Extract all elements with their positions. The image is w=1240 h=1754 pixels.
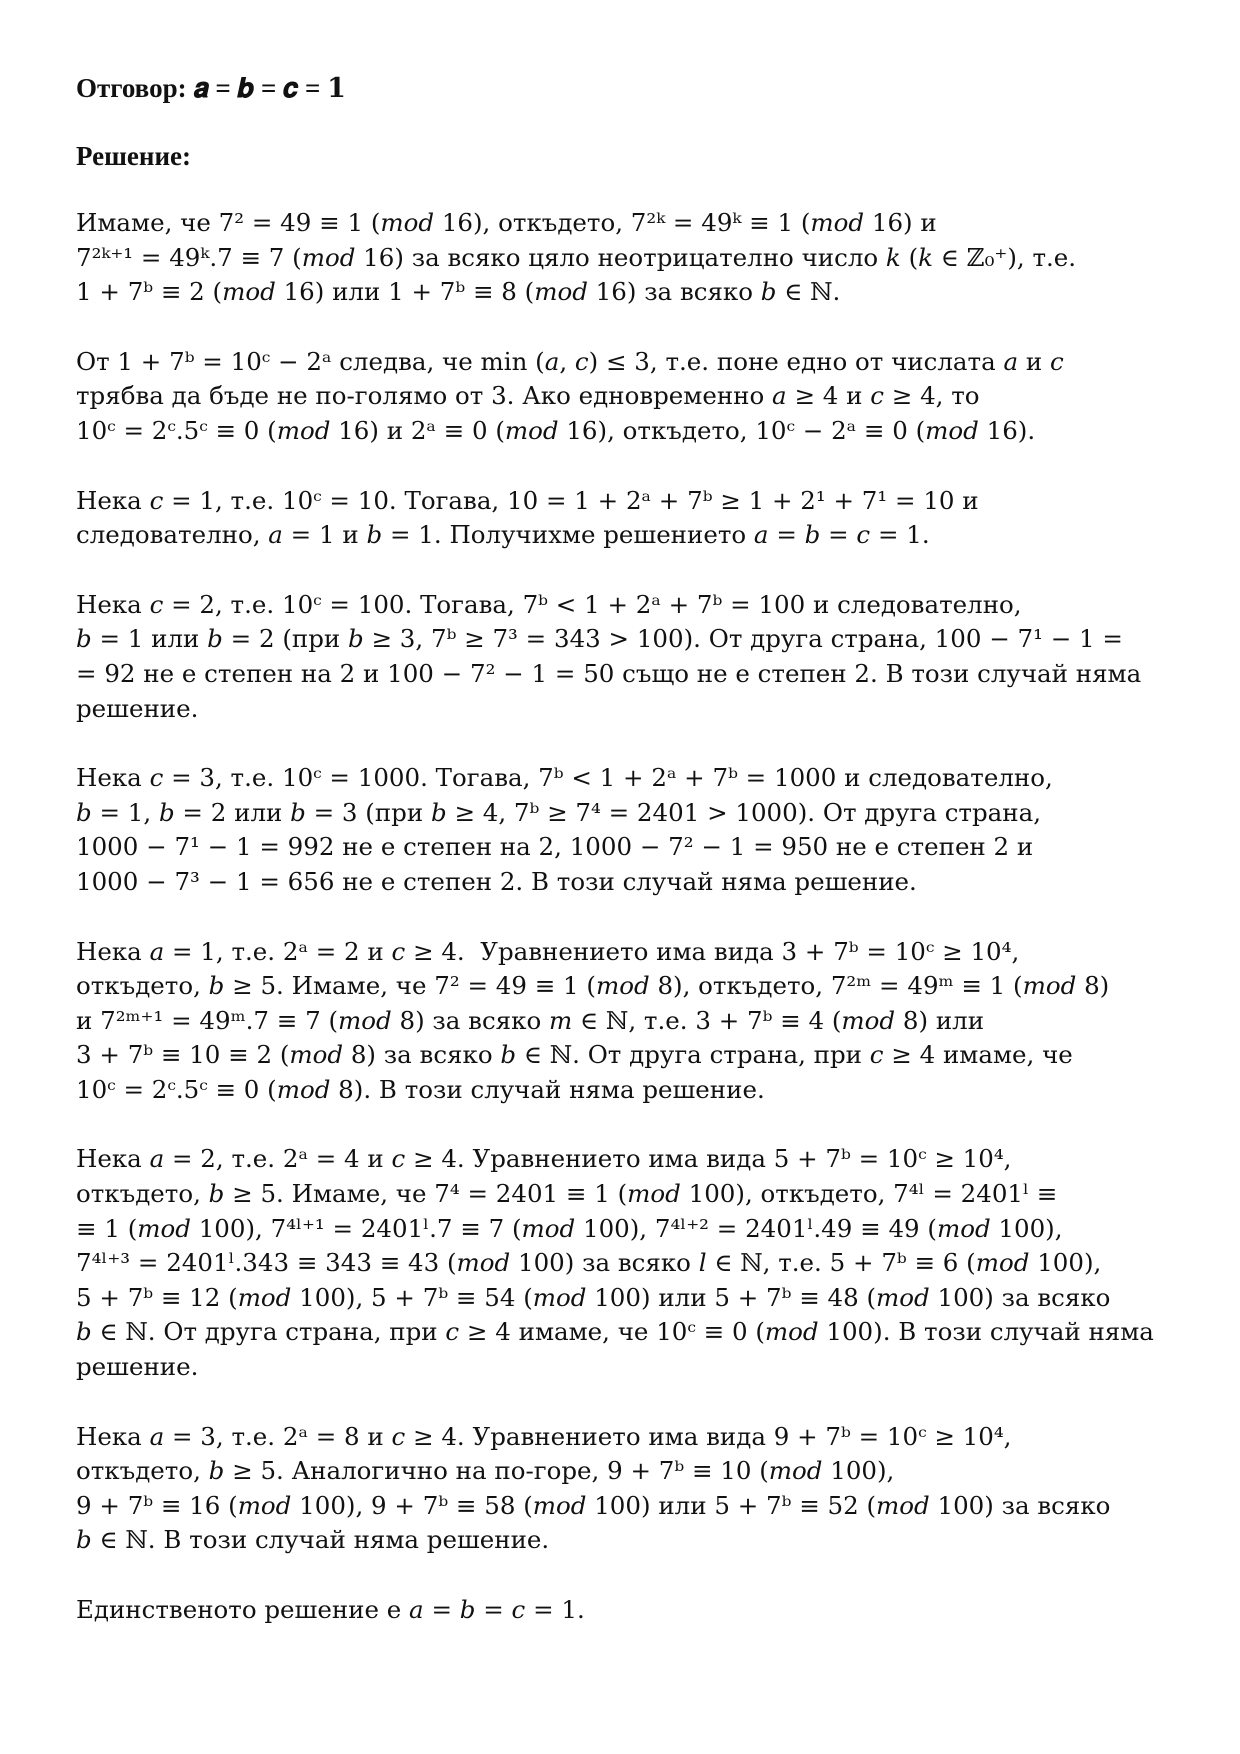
paragraph: [76, 1142, 1186, 1384]
text-line: откъдето, 𝑏 ≥ 5. Имаме, че 7² = 49 ≡ 1 (𝑚𝑜𝑑 8), откъдето, 7²ᵐ = 49ᵐ ≡ 1 (𝑚𝑜𝑑 8): [76, 971, 1110, 1001]
text-line: Имаме, че 7² = 49 ≡ 1 (𝑚𝑜𝑑 16), откъдето, 7²ᵏ = 49ᵏ ≡ 1 (𝑚𝑜𝑑 16) и: [76, 208, 937, 237]
paragraph-gap: [76, 726, 1186, 761]
answer-heading: Отговор: 𝒂 = 𝒃 = 𝒄 = 𝟏: [76, 73, 346, 103]
document-page: [76, 70, 1186, 1628]
text-line: решение.: [76, 693, 199, 723]
spacer: [76, 106, 1186, 138]
text-line: Нека 𝑐 = 3, т.е. 10ᶜ = 1000. Тогава, 7ᵇ < 1 + 2ᵃ + 7ᵇ = 1000 и следователно,: [76, 763, 1053, 793]
text-line: ≡ 1 (𝑚𝑜𝑑 100), 7⁴ˡ⁺¹ = 2401ˡ.7 ≡ 7 (𝑚𝑜𝑑 100), 7⁴ˡ⁺² = 2401ˡ.49 ≡ 49 (𝑚𝑜𝑑 100),: [76, 1213, 1063, 1243]
text-line: 1000 − 7¹ − 1 = 992 не е степен на 2, 1000 − 7² − 1 = 950 не е степен 2 и: [76, 832, 1034, 862]
solution-heading: Решение:: [76, 141, 191, 171]
text-line: Нека 𝑎 = 3, т.е. 2ᵃ = 8 и 𝑐 ≥ 4. Уравнението има вида 9 + 7ᵇ = 10ᶜ ≥ 10⁴,: [76, 1421, 1012, 1451]
paragraph: [76, 484, 1186, 553]
text-line: решение.: [76, 1352, 199, 1382]
text-line: = 92 не е степен на 2 и 100 − 7² − 1 = 50 също не е степен 2. В този случай няма: [76, 658, 1142, 688]
text-line: 7²ᵏ⁺¹ = 49ᵏ.7 ≡ 7 (𝑚𝑜𝑑 16) за всяко цяло неотрицателно число 𝑘 (𝑘 ∈ ℤ₀⁺), т.е.: [76, 242, 1077, 272]
text-line: 𝑏 = 1 или 𝑏 = 2 (при 𝑏 ≥ 3, 7ᵇ ≥ 7³ = 343 > 100). От друга страна, 100 − 7¹ − 1 =: [76, 624, 1123, 654]
spacer: [76, 174, 1186, 206]
paragraph-gap: [76, 1558, 1186, 1593]
paragraph: [76, 935, 1186, 1108]
text-line: 𝑏 = 1, 𝑏 = 2 или 𝑏 = 3 (при 𝑏 ≥ 4, 7ᵇ ≥ 7⁴ = 2401 > 1000). От друга страна,: [76, 797, 1041, 827]
text-line: Единственото решение е 𝑎 = 𝑏 = 𝑐 = 1.: [76, 1595, 585, 1624]
text-line: следователно, 𝑎 = 1 и 𝑏 = 1. Получихме решението 𝑎 = 𝑏 = 𝑐 = 1.: [76, 520, 930, 550]
text-line: Нека 𝑐 = 2, т.е. 10ᶜ = 100. Тогава, 7ᵇ < 1 + 2ᵃ + 7ᵇ = 100 и следователно,: [76, 589, 1022, 619]
solution-body: [76, 206, 1186, 1628]
paragraph: [76, 588, 1186, 726]
text-line: 1 + 7ᵇ ≡ 2 (𝑚𝑜𝑑 16) или 1 + 7ᵇ ≡ 8 (𝑚𝑜𝑑 16) за всяко 𝑏 ∈ ℕ.: [76, 277, 841, 307]
text-line: и 7²ᵐ⁺¹ = 49ᵐ.7 ≡ 7 (𝑚𝑜𝑑 8) за всяко 𝑚 ∈ ℕ, т.е. 3 + 7ᵇ ≡ 4 (𝑚𝑜𝑑 8) или: [76, 1005, 985, 1035]
paragraph-gap: [76, 553, 1186, 588]
text-line: 7⁴ˡ⁺³ = 2401ˡ.343 ≡ 343 ≡ 43 (𝑚𝑜𝑑 100) за всяко 𝑙 ∈ ℕ, т.е. 5 + 7ᵇ ≡ 6 (𝑚𝑜𝑑 100),: [76, 1248, 1102, 1278]
text-line: Нека 𝑐 = 1, т.е. 10ᶜ = 10. Тогава, 10 = 1 + 2ᵃ + 7ᵇ ≥ 1 + 2¹ + 7¹ = 10 и: [76, 485, 979, 515]
paragraph-gap: [76, 449, 1186, 484]
text-line: 10ᶜ = 2ᶜ.5ᶜ ≡ 0 (𝑚𝑜𝑑 8). В този случай няма решение.: [76, 1074, 765, 1104]
text-line: трябва да бъде не по-голямо от 3. Ако едновременно 𝑎 ≥ 4 и 𝑐 ≥ 4, то: [76, 381, 980, 411]
paragraph: [76, 1593, 1186, 1628]
paragraph: [76, 206, 1186, 310]
paragraph-gap: [76, 1107, 1186, 1142]
text-line: 𝑏 ∈ ℕ. От друга страна, при 𝑐 ≥ 4 имаме, че 10ᶜ ≡ 0 (𝑚𝑜𝑑 100). В този случай няма: [76, 1317, 1154, 1347]
paragraph: [76, 1420, 1186, 1558]
paragraph-gap: [76, 310, 1186, 345]
text-line: 9 + 7ᵇ ≡ 16 (𝑚𝑜𝑑 100), 9 + 7ᵇ ≡ 58 (𝑚𝑜𝑑 100) или 5 + 7ᵇ ≡ 52 (𝑚𝑜𝑑 100) за всяко: [76, 1490, 1111, 1520]
text-line: 1000 − 7³ − 1 = 656 не е степен 2. В този случай няма решение.: [76, 866, 917, 896]
text-line: откъдето, 𝑏 ≥ 5. Имаме, че 7⁴ = 2401 ≡ 1 (𝑚𝑜𝑑 100), откъдето, 7⁴ˡ = 2401ˡ ≡: [76, 1179, 1058, 1209]
paragraph: [76, 345, 1186, 449]
text-line: откъдето, 𝑏 ≥ 5. Аналогично на по-горе, 9 + 7ᵇ ≡ 10 (𝑚𝑜𝑑 100),: [76, 1456, 895, 1486]
paragraph-gap: [76, 900, 1186, 935]
text-line: От 1 + 7ᵇ = 10ᶜ − 2ᵃ следва, че min (𝑎, 𝑐) ≤ 3, т.е. поне едно от числата 𝑎 и 𝑐: [76, 346, 1064, 376]
text-line: 5 + 7ᵇ ≡ 12 (𝑚𝑜𝑑 100), 5 + 7ᵇ ≡ 54 (𝑚𝑜𝑑 100) или 5 + 7ᵇ ≡ 48 (𝑚𝑜𝑑 100) за всяко: [76, 1282, 1111, 1312]
text-line: 𝑏 ∈ ℕ. В този случай няма решение.: [76, 1525, 550, 1555]
text-line: Нека 𝑎 = 1, т.е. 2ᵃ = 2 и 𝑐 ≥ 4. Уравнението има вида 3 + 7ᵇ = 10ᶜ ≥ 10⁴,: [76, 936, 1020, 966]
text-line: 3 + 7ᵇ ≡ 10 ≡ 2 (𝑚𝑜𝑑 8) за всяко 𝑏 ∈ ℕ. От друга страна, при 𝑐 ≥ 4 имаме, че: [76, 1040, 1073, 1070]
text-line: Нека 𝑎 = 2, т.е. 2ᵃ = 4 и 𝑐 ≥ 4. Уравнението има вида 5 + 7ᵇ = 10ᶜ ≥ 10⁴,: [76, 1144, 1012, 1174]
paragraph: [76, 761, 1186, 899]
text-line: 10ᶜ = 2ᶜ.5ᶜ ≡ 0 (𝑚𝑜𝑑 16) и 2ᵃ ≡ 0 (𝑚𝑜𝑑 16), откъдето, 10ᶜ − 2ᵃ ≡ 0 (𝑚𝑜𝑑 16).: [76, 415, 1036, 445]
paragraph-gap: [76, 1385, 1186, 1420]
